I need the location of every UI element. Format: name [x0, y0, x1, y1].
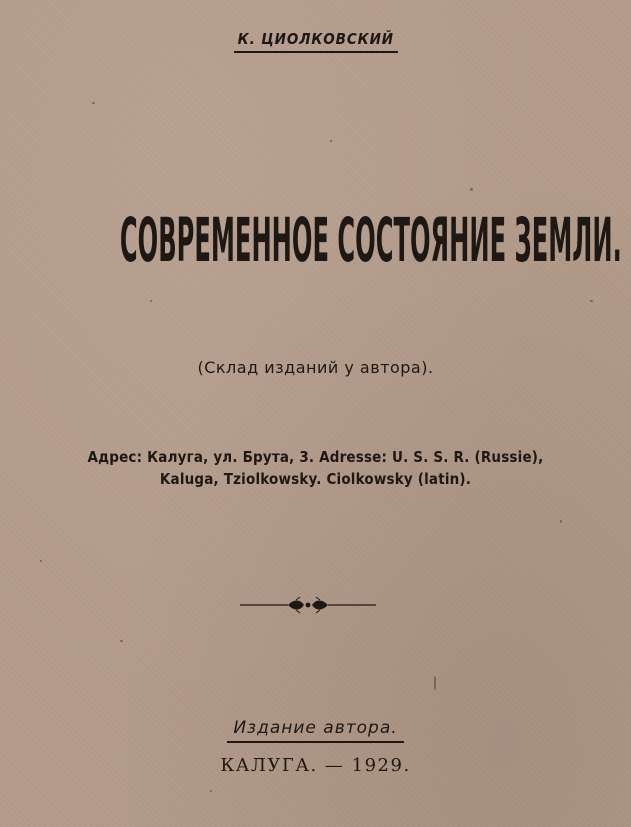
paper-speck — [330, 140, 332, 142]
paper-speck — [92, 102, 95, 104]
address-block — [0, 446, 631, 490]
address-line-1: Адрес: Калуга, ул. Брута, 3. Adresse: U. S. S. R. (Russie), — [87, 448, 544, 466]
subtitle: (Склад изданий у автора). — [197, 358, 434, 377]
publisher-note — [0, 718, 631, 743]
paper-speck — [120, 640, 123, 642]
author-text: К. ЦИОЛКОВСКИЙ — [234, 30, 398, 53]
book-title: СОВРЕМЕННОЕ СОСТОЯНИЕ ЗЕМЛИ. — [119, 206, 622, 277]
author-name — [0, 30, 631, 53]
publisher-text: Издание автора. — [227, 718, 403, 743]
city-year: КАЛУГА. — 1929. — [220, 755, 411, 776]
paper-speck — [150, 300, 152, 302]
paper-speck — [560, 520, 562, 523]
paper-speck — [40, 560, 42, 562]
address-line-2: Kaluga, Tziolkowsky. Ciolkowsky (latin). — [159, 470, 472, 488]
paper-speck — [470, 188, 473, 191]
paper-speck — [434, 676, 436, 690]
fleuron-ornament-icon — [240, 596, 376, 614]
paper-speck — [210, 790, 212, 792]
paper-speck — [590, 300, 593, 302]
